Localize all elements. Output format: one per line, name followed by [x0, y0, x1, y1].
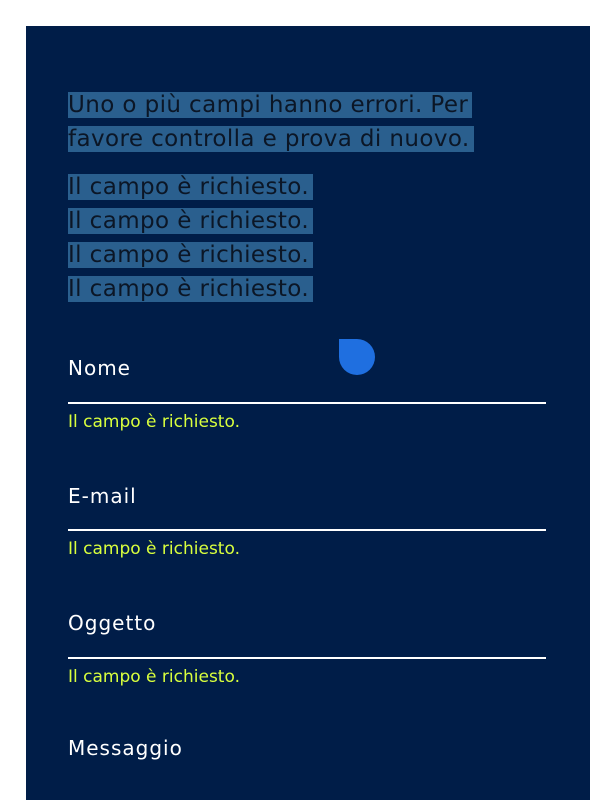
email-label: E-mail — [68, 484, 137, 508]
error-summary-item: Il campo è richiesto. — [68, 276, 313, 302]
name-label: Nome — [68, 356, 131, 380]
email-field[interactable] — [68, 484, 546, 564]
name-input-underline[interactable] — [68, 402, 546, 404]
subject-label: Oggetto — [68, 611, 157, 635]
subject-input-underline[interactable] — [68, 657, 546, 659]
name-field[interactable] — [68, 356, 546, 436]
subject-error: Il campo è richiesto. — [68, 667, 240, 687]
error-summary-item: Il campo è richiesto. — [68, 174, 313, 200]
email-error: Il campo è richiesto. — [68, 539, 240, 559]
name-error: Il campo è richiesto. — [68, 412, 240, 432]
error-summary-item: Il campo è richiesto. — [68, 242, 313, 268]
email-input-underline[interactable] — [68, 529, 546, 531]
error-summary — [68, 88, 518, 306]
subject-field[interactable] — [68, 611, 546, 691]
error-summary-list — [68, 170, 518, 306]
message-label: Messaggio — [68, 736, 183, 760]
error-summary-item: Il campo è richiesto. — [68, 208, 313, 234]
error-summary-message: Uno o più campi hanno errori. Per favore controlla e prova di nuovo. — [68, 92, 474, 152]
contact-form-panel — [26, 26, 590, 800]
message-field[interactable] — [68, 736, 546, 776]
